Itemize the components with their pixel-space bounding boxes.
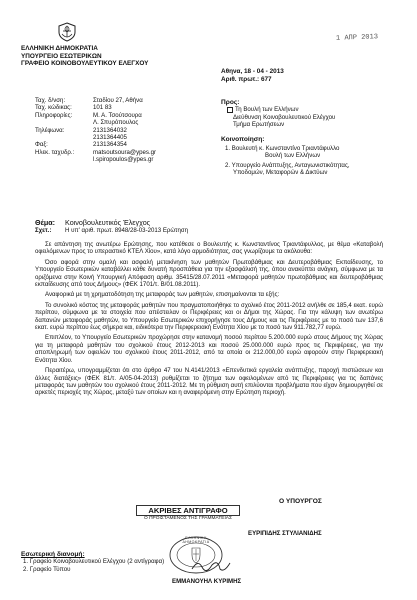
distribution-item: 2. Γραφείο Τύπου <box>23 565 71 573</box>
subject-block <box>35 218 385 234</box>
to-recipient-dept: Διεύθυνση Κοινοβουλευτικού Ελέγχου <box>233 113 336 121</box>
contact-info <box>35 97 215 164</box>
header-line-state: ΕΛΛΗΝΙΚΗ ΔΗΜΟΚΡΑΤΙΑ <box>21 45 98 52</box>
paragraph: Σε απάντηση της ανωτέρω Ερώτησης, που κατέθεσε ο Βουλευτής κ. Κωνσταντίνος Τριαντάφυλλος, με θέμα «Καταβολή οφειλόμενων προς το υπεραστικό ΚΤΕΛ Χίου», κατά λόγο αρμοδιότητας, σας γνωρίζουμε τα ακόλουθα: <box>35 241 383 256</box>
signature-scribble <box>190 557 234 575</box>
protocol-number: Αριθ. πρωτ.: 677 <box>221 75 272 83</box>
certified-copy-title: ΑΚΡΙΒΕΣ ΑΝΤΙΓΡΑΦΟ <box>136 505 240 516</box>
distribution-item: 1. Γραφείο Κοινοβουλευτικού Ελέγχου (2 αντίγραφα) <box>23 558 165 566</box>
header-line-office: ΓΡΑΦΕΙΟ ΚΟΙΝΟΒΟΥΛΕΥΤΙΚΟΥ ΕΛΕΓΧΟΥ <box>21 60 149 68</box>
contact-row: Πληροφορίες: Μ. Α. Τσούτσουρα <box>35 111 142 119</box>
paragraph: Το συνολικό κόστος της μεταφοράς μαθητών που πραγματοποιήθηκε το σχολικό έτος 2011-2012 ανήλθε σε 185,4 εκατ. ευρώ περίπου, σύμφωνα με τα στοιχεία που απέστειλαν οι Περιφέρειες και οι Δήμοι της Χώρας. Για την κάλυψη των ανωτέρω δαπανών μεταφοράς μαθητών, το Υπουργείο Εσωτερικών επιχορήγησε τους Δήμους και τις Περιφέρειες με το ποσό των 137,6 εκατ. ευρώ περίπου έως σήμερα και, ειδικότερα την Περιφερειακή Ενότητα Χίου με το ποσό των 911.782,77 ευρώ. <box>35 301 383 332</box>
contact-row: Ταχ. δ/νση: Σταδίου 27, Αθήνα <box>35 97 143 104</box>
minister-name: ΕΥΡΙΠΙΔΗΣ ΣΤΥΛΙΑΝΙΔΗΣ <box>248 530 322 537</box>
contact-row: Ηλεκ. ταχυδρ.: matsoutsoura@ypes.gr <box>35 148 157 156</box>
contact-row: Τηλέφωνα: 2131364032 <box>35 126 127 134</box>
paragraph: Αναφορικά με τη χρηματοδότηση της μεταφοράς των μαθητών, επισημαίνονται τα εξής: <box>45 291 280 299</box>
certified-copy-subtitle: Ο ΠΡΟΪΣΤΑΜΕΝΟΣ ΤΗΣ ΓΡΑΜΜΑΤΕΙΑΣ <box>144 516 232 521</box>
recipients-block <box>221 99 411 177</box>
to-recipient-section: Τμήμα Ερωτήσεων <box>233 121 285 129</box>
letterhead <box>21 45 148 68</box>
contact-row: l.spiropoulos@ypes.gr <box>93 156 154 164</box>
date-block <box>221 68 284 83</box>
seal-lettering: ΕΛΛΗΝΙΚΗ ΔΗΜΟΚΡΑΤΙΑ <box>182 536 210 544</box>
to-recipient: Τη Βουλή των Ελλήνων <box>227 106 411 113</box>
letter-date: Αθηνα, 18 - 04 - 2013 <box>221 68 284 75</box>
subject-value: Κοινοβουλευτικός Έλεγχος <box>65 218 151 227</box>
checkbox-icon <box>227 107 233 113</box>
distribution-label: Εσωτερική διανομή: <box>21 551 85 558</box>
cc-item-sub: Υποδομών, Μεταφορών & Δικτύων <box>233 169 328 177</box>
internal-distribution <box>21 551 164 573</box>
cc-item: 1. Βουλευτή κ. Κωνσταντίνο Τριαντάφυλλο <box>225 145 340 153</box>
contact-row: Φαξ: 2131364354 <box>35 141 127 149</box>
contact-row: Ταχ. κώδικας: 101 83 <box>35 104 112 112</box>
contact-row: 2131364405 <box>93 134 127 142</box>
header-line-ministry: ΥΠΟΥΡΓΕΙΟ ΕΣΩΤΕΡΙΚΩΝ <box>21 52 102 60</box>
received-stamp: 1 ΑΠΡ 2013 <box>335 33 379 43</box>
to-label: Προς: <box>221 99 240 106</box>
subject-label: Θέμα: <box>35 218 56 227</box>
greek-emblem-icon <box>57 22 77 42</box>
paragraph: Περαιτέρω, υπογραμμίζεται ότι στο άρθρο 47 του Ν.4141/2013 «Επενδυτικά εργαλεία ανάπτυξης, παροχή πιστώσεων και άλλες διατάξεις» (ΦΕΚ 81/τ. Α/05-04-2013) ρυθμίζεται το ζήτημα των οφειλομένων από τις Περιφέρειες για τις δαπάνες μεταφοράς των μαθητών του σχολικού έτους 2011-2012. Με τη ρύθμιση αυτή επιλύονται προβλήματα που είχαν δημιουργηθεί σε αρκετές περιοχές της Χώρας, μεταξύ των οποίων και η αναφερόμενη στην Ερώτηση περιοχή. <box>35 367 383 397</box>
clerk-name: ΕΜΜΑΝΟΥΗΛ ΚΥΡΙΜΗΣ <box>172 578 242 585</box>
related-label: Σχετ.: <box>35 227 52 234</box>
related-value: Η υπ' αριθ. πρωτ. 8948/28-03-2013 Ερώτηση <box>65 227 189 234</box>
cc-label: Κοινοποίηση: <box>221 135 265 143</box>
cc-item: 2. Υπουργείο Ανάπτυξης, Ανταγωνιστικότητας, <box>225 161 350 169</box>
paragraph: Όσο αφορά στην ομαλή και ασφαλή μετακίνηση των μαθητών Πρωτοβάθμιας και Δευτεροβάθμιας Εκπαίδευσης, το Υπουργείο Εσωτερικών καταβάλλει κάθε δυνατή προσπάθεια για την εξασφάλισή της, όπου ανακύπτει ανάγκη, σύμφωνα με τα οριζόμενα στην Κοινή Υπουργική Απόφαση αριθμ. 35415/28.07.2011 «Μεταφορά μαθητών πρωτοβάθμιας και δευτεροβάθμιας εκπαίδευσης από τους Δήμους» (ΦΕΚ 1701/τ. Β/01.08.2011). <box>35 258 383 289</box>
certified-copy-stamp <box>136 505 240 522</box>
paragraph: Επιπλέον, το Υπουργείο Εσωτερικών προχώρησε στην κατανομή ποσού περίπου 5.200.000 ευρώ στους Δήμους της Χώρας για τη μεταφορά μαθητών του σχολικού έτους 2012-2013 και ποσού 25.000.000 ευρώ προς τις Περιφέρειες, για την αποπληρωμή των οφειλών του σχολικού έτους 2011-2012, από τα οποία οι 212.000,00 ευρώ αφορούν στην Περιφερειακή Ενότητα Χίου. <box>35 334 383 364</box>
cc-item-sub: Βουλή των Ελλήνων <box>265 152 321 160</box>
minister-title: Ο ΥΠΟΥΡΓΟΣ <box>279 498 322 505</box>
contact-row: Λ. Σπυρόπουλος <box>93 119 139 127</box>
document-body <box>35 241 383 400</box>
